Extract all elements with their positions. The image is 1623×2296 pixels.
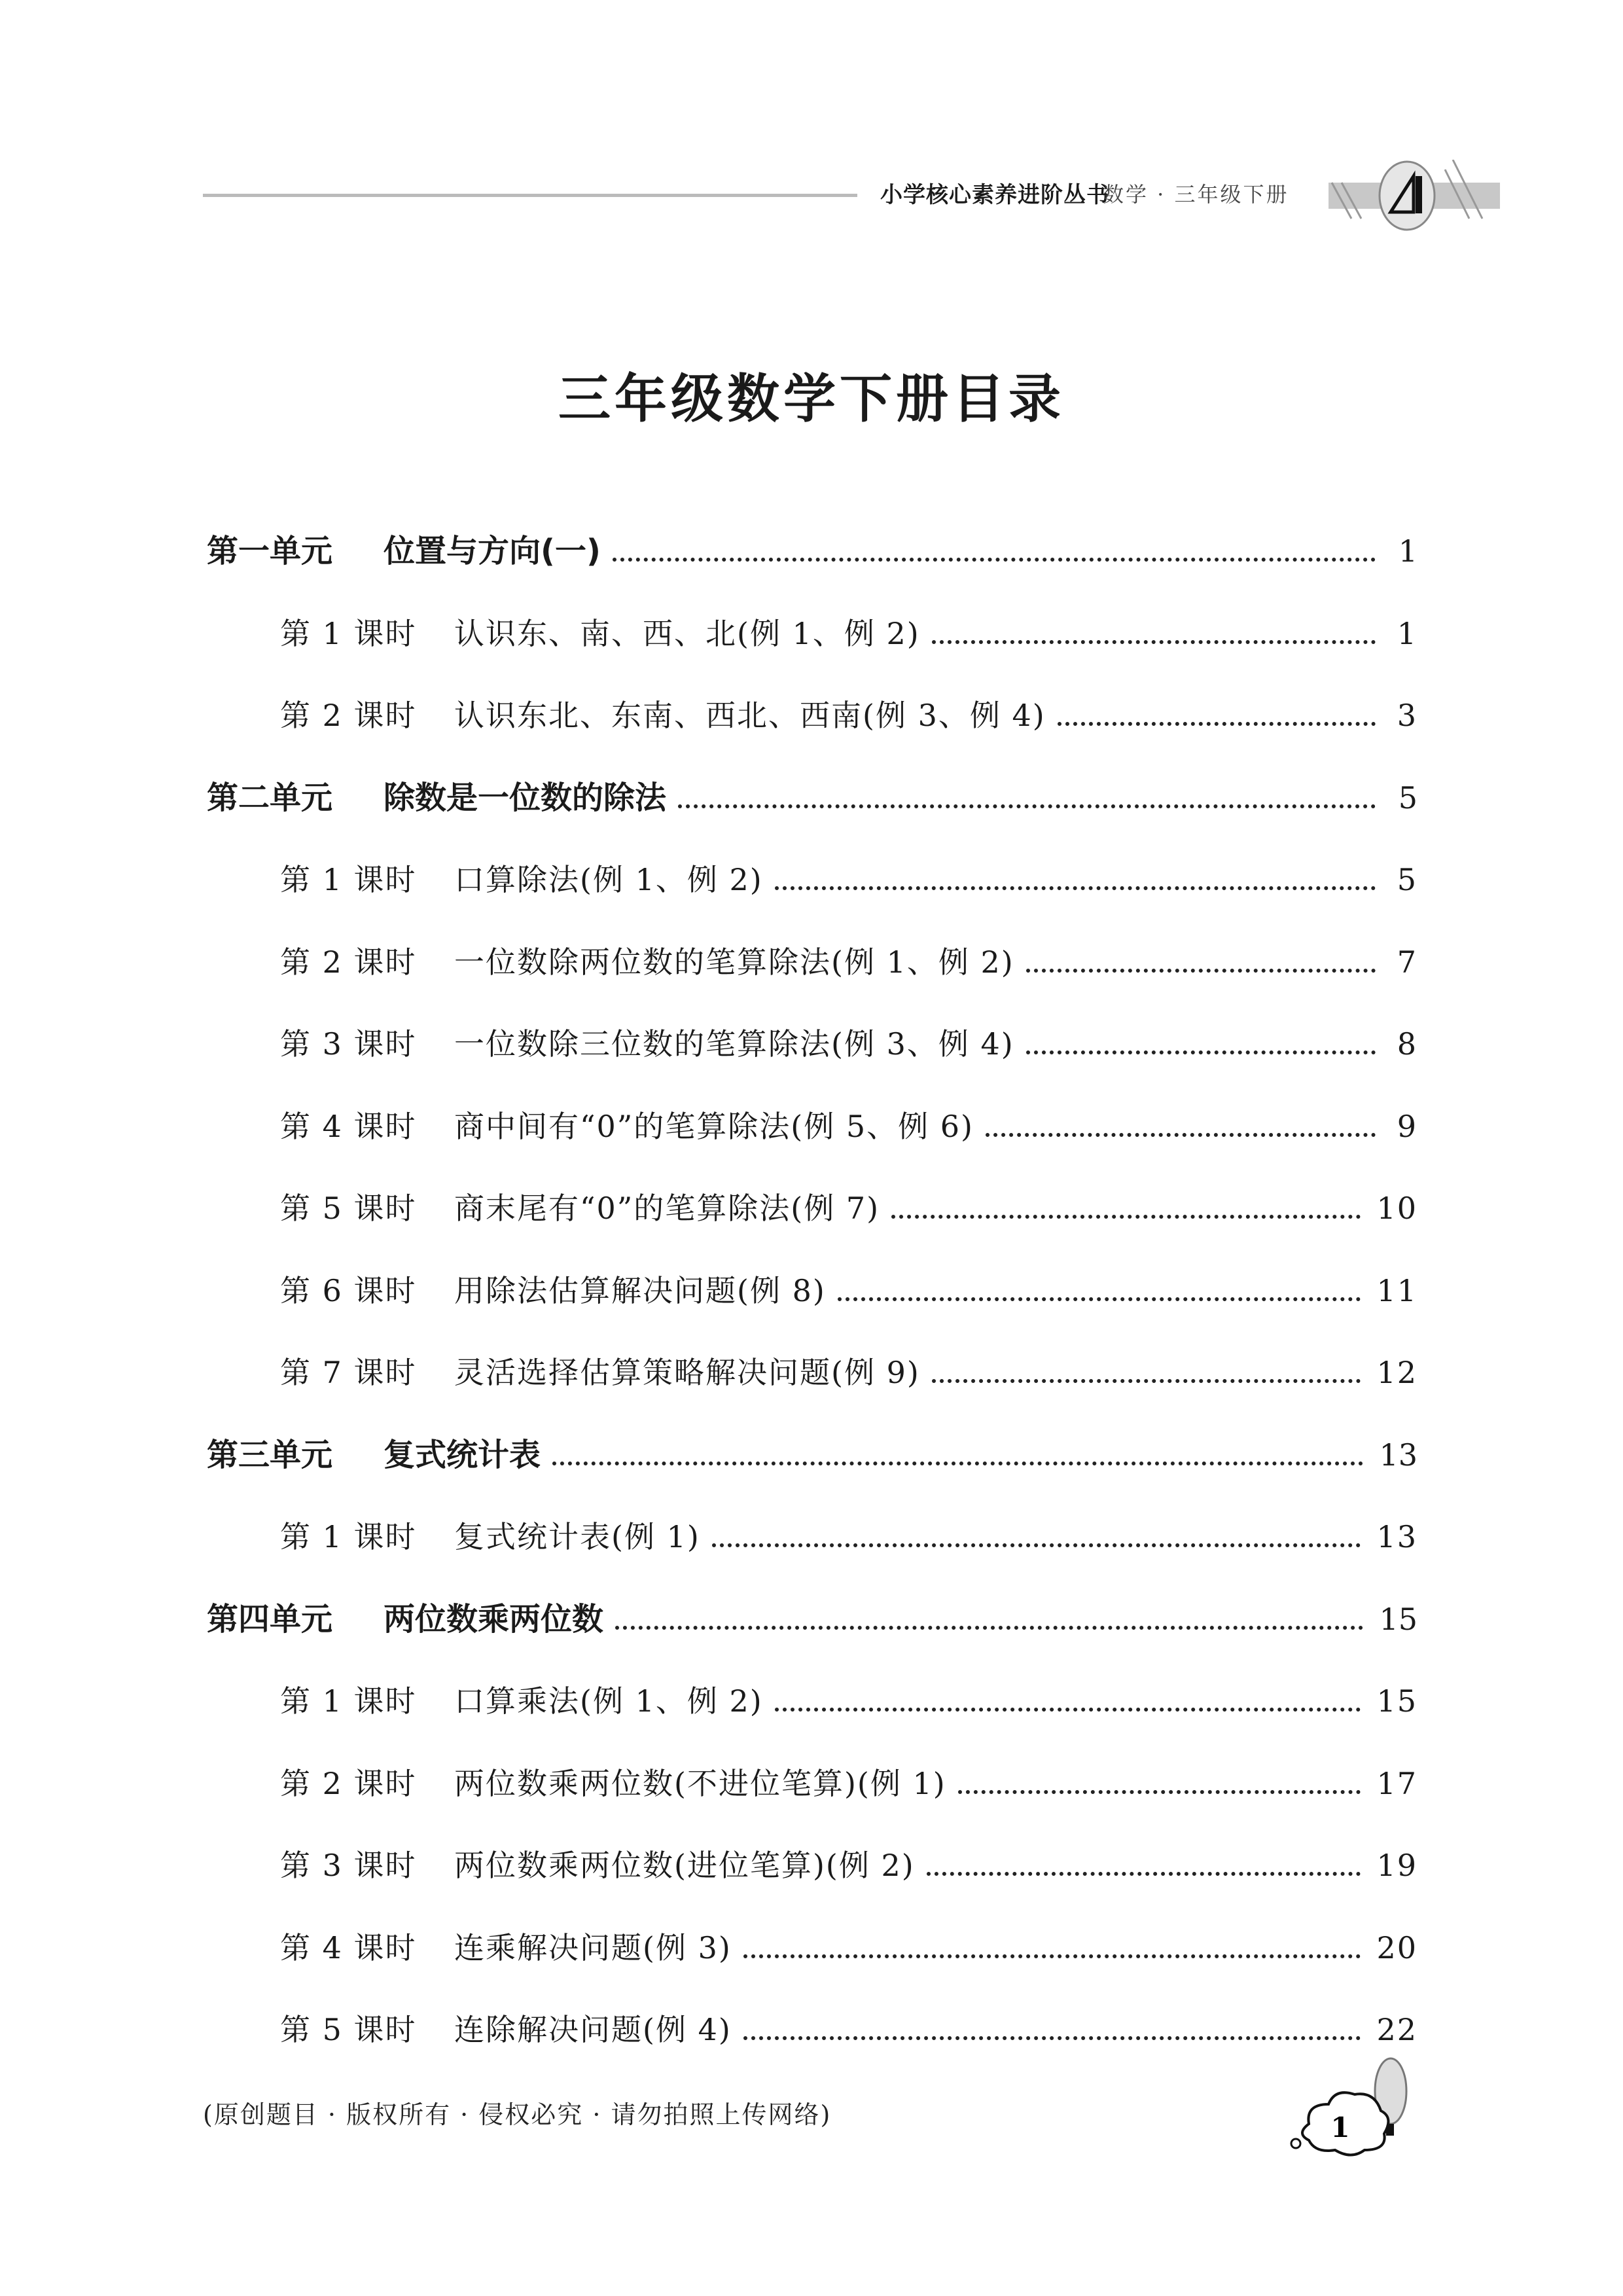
toc-lesson-row[interactable] bbox=[207, 2002, 1418, 2085]
running-header bbox=[203, 171, 1499, 224]
toc-entry-title: 连乘解决问题(例 3) bbox=[454, 1929, 732, 1965]
dot-leader bbox=[775, 886, 1376, 890]
toc-entry-title: 位置与方向(一) bbox=[383, 533, 601, 569]
toc-page-number: 20 bbox=[1376, 1929, 1418, 1965]
table-of-contents bbox=[207, 524, 1418, 2085]
toc-lesson-row[interactable] bbox=[207, 1756, 1418, 1839]
toc-entry-title: 一位数除三位数的笔算除法(例 3、例 4) bbox=[454, 1026, 1014, 1062]
toc-entry-title: 两位数乘两位数(不进位笔算)(例 1) bbox=[454, 1765, 946, 1801]
toc-page-number: 13 bbox=[1379, 1437, 1418, 1473]
toc-lesson-row[interactable] bbox=[207, 935, 1418, 1017]
dot-leader bbox=[678, 804, 1376, 808]
toc-page-number: 1 bbox=[1398, 533, 1418, 569]
toc-lesson-row[interactable] bbox=[207, 1674, 1418, 1756]
toc-page-number: 15 bbox=[1379, 1601, 1418, 1637]
toc-entry-number: 第 7 课时 bbox=[280, 1355, 417, 1390]
toc-page-number: 7 bbox=[1397, 944, 1418, 980]
copyright-notice: (原创题目 · 版权所有 · 侵权必究 · 请勿拍照上传网络) bbox=[203, 2100, 832, 2129]
subject-grade: 数学 · 三年级下册 bbox=[1103, 182, 1289, 207]
dot-leader bbox=[986, 1132, 1376, 1137]
toc-entry-number: 第 4 课时 bbox=[280, 1929, 417, 1965]
toc-entry-title: 口算乘法(例 1、例 2) bbox=[454, 1683, 763, 1719]
toc-page-number: 13 bbox=[1376, 1519, 1418, 1554]
toc-entry-number: 第 2 课时 bbox=[280, 698, 417, 733]
toc-entry-number: 第 1 课时 bbox=[280, 615, 417, 651]
toc-page-number: 8 bbox=[1397, 1026, 1418, 1062]
dot-leader bbox=[838, 1297, 1361, 1301]
toc-lesson-row[interactable] bbox=[207, 606, 1418, 689]
toc-entry-number: 第 1 课时 bbox=[280, 1683, 417, 1719]
toc-page-number: 17 bbox=[1376, 1765, 1418, 1801]
toc-entry-number: 第 2 课时 bbox=[280, 1765, 417, 1801]
toc-lesson-row[interactable] bbox=[207, 1920, 1418, 2003]
page-title: 三年级数学下册目录 bbox=[558, 368, 1065, 429]
toc-lesson-row[interactable] bbox=[207, 1099, 1418, 1181]
toc-lesson-row[interactable] bbox=[207, 1181, 1418, 1263]
toc-unit-row[interactable] bbox=[207, 524, 1418, 606]
dot-leader bbox=[743, 2036, 1361, 2040]
toc-entry-title: 两位数乘两位数(进位笔算)(例 2) bbox=[454, 1848, 915, 1883]
toc-entry-title: 用除法估算解决问题(例 8) bbox=[454, 1272, 826, 1308]
toc-unit-row[interactable] bbox=[207, 770, 1418, 853]
series-title: 小学核心素养进阶丛书 bbox=[880, 182, 1109, 208]
dot-leader bbox=[743, 1954, 1361, 1958]
dot-leader bbox=[891, 1214, 1361, 1219]
toc-entry-number: 第 1 课时 bbox=[280, 862, 417, 897]
toc-page-number: 22 bbox=[1376, 2012, 1418, 2047]
toc-page-number: 3 bbox=[1397, 698, 1418, 733]
toc-lesson-row[interactable] bbox=[207, 1838, 1418, 1920]
toc-page-number: 1 bbox=[1397, 615, 1418, 651]
toc-page-number: 5 bbox=[1397, 862, 1418, 897]
toc-entry-title: 口算除法(例 1、例 2) bbox=[454, 862, 763, 897]
dot-leader bbox=[1058, 721, 1376, 726]
toc-entry-number: 第 3 课时 bbox=[280, 1848, 417, 1883]
toc-page-number: 15 bbox=[1376, 1683, 1418, 1719]
toc-lesson-row[interactable] bbox=[207, 688, 1418, 770]
toc-entry-number: 第一单元 bbox=[207, 533, 333, 569]
page-number: 1 bbox=[1330, 2111, 1350, 2144]
toc-entry-title: 一位数除两位数的笔算除法(例 1、例 2) bbox=[454, 944, 1014, 980]
toc-entry-title: 商中间有“0”的笔算除法(例 5、例 6) bbox=[454, 1108, 974, 1144]
toc-lesson-row[interactable] bbox=[207, 1345, 1418, 1427]
toc-lesson-row[interactable] bbox=[207, 1016, 1418, 1099]
dot-leader bbox=[1026, 968, 1376, 973]
toc-lesson-row[interactable] bbox=[207, 1509, 1418, 1592]
toc-entry-number: 第 1 课时 bbox=[280, 1519, 417, 1554]
toc-entry-title: 灵活选择估算策略解决问题(例 9) bbox=[454, 1355, 920, 1390]
dot-leader bbox=[1026, 1050, 1376, 1054]
toc-page-number: 5 bbox=[1398, 780, 1418, 816]
toc-entry-title: 两位数乘两位数 bbox=[383, 1600, 604, 1638]
toc-entry-number: 第 5 课时 bbox=[280, 1191, 417, 1226]
header-rule bbox=[203, 194, 857, 197]
toc-lesson-row[interactable] bbox=[207, 1263, 1418, 1346]
toc-entry-number: 第 3 课时 bbox=[280, 1026, 417, 1062]
toc-page-number: 12 bbox=[1376, 1355, 1418, 1390]
toc-page-number: 19 bbox=[1376, 1848, 1418, 1883]
dot-leader bbox=[958, 1789, 1361, 1794]
toc-entry-number: 第 2 课时 bbox=[280, 944, 417, 980]
toc-page-number: 9 bbox=[1397, 1108, 1418, 1144]
dot-leader bbox=[712, 1543, 1361, 1547]
toc-entry-title: 除数是一位数的除法 bbox=[383, 779, 667, 816]
dot-leader bbox=[615, 1625, 1363, 1630]
toc-entry-number: 第 4 课时 bbox=[280, 1108, 417, 1144]
toc-unit-row[interactable] bbox=[207, 1592, 1418, 1674]
dot-leader bbox=[613, 557, 1376, 562]
dot-leader bbox=[932, 1378, 1361, 1383]
toc-entry-title: 连除解决问题(例 4) bbox=[454, 2012, 732, 2047]
toc-entry-number: 第二单元 bbox=[207, 779, 333, 816]
toc-page-number: 11 bbox=[1376, 1272, 1418, 1308]
ruler-triangle-logo-icon bbox=[1329, 160, 1500, 232]
toc-entry-title: 商末尾有“0”的笔算除法(例 7) bbox=[454, 1191, 880, 1226]
toc-entry-number: 第 6 课时 bbox=[280, 1272, 417, 1308]
toc-lesson-row[interactable] bbox=[207, 852, 1418, 935]
toc-unit-row[interactable] bbox=[207, 1427, 1418, 1510]
dot-leader bbox=[775, 1707, 1361, 1712]
dot-leader bbox=[932, 639, 1376, 644]
toc-entry-title: 复式统计表(例 1) bbox=[454, 1519, 700, 1554]
toc-entry-title: 复式统计表 bbox=[383, 1436, 541, 1473]
toc-entry-number: 第四单元 bbox=[207, 1600, 333, 1638]
toc-page-number: 10 bbox=[1376, 1191, 1418, 1226]
toc-entry-title: 认识东、南、西、北(例 1、例 2) bbox=[454, 615, 920, 651]
cloud-balloon-page-badge bbox=[1283, 2055, 1414, 2166]
toc-entry-number: 第三单元 bbox=[207, 1436, 333, 1473]
toc-entry-title: 认识东北、东南、西北、西南(例 3、例 4) bbox=[454, 698, 1046, 733]
toc-entry-number: 第 5 课时 bbox=[280, 2012, 417, 2047]
dot-leader bbox=[552, 1461, 1363, 1465]
dot-leader bbox=[927, 1871, 1361, 1876]
